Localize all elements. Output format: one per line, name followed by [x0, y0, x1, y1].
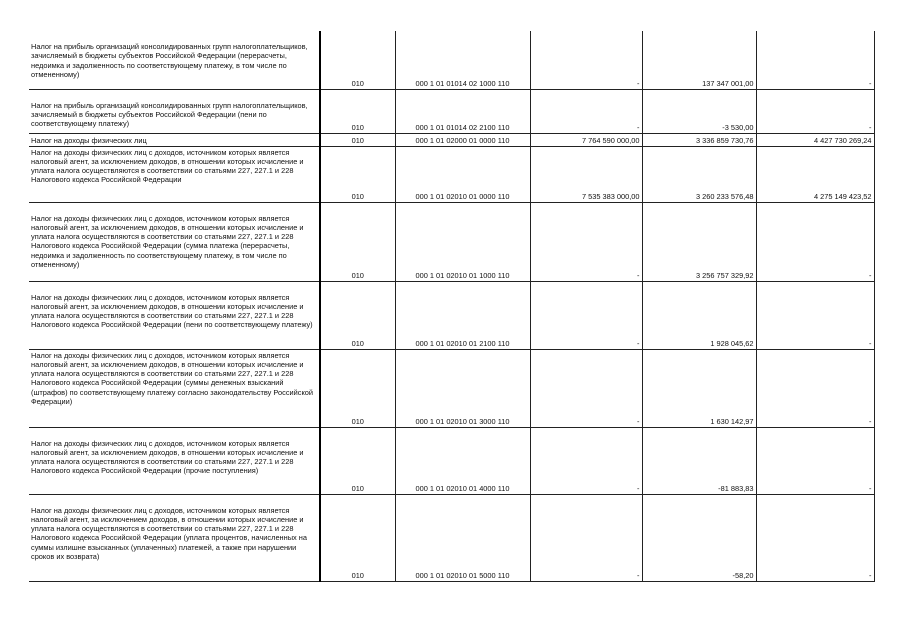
row-fact: 1 630 142,97 — [642, 349, 756, 427]
table-row — [29, 494, 874, 581]
table-row — [29, 202, 874, 281]
row-name: Налог на доходы физических лиц с доходов, источником которых является налоговый агент, за исключением доходов, в отношении которых исчисление и уплата налога осуществляются в соответствии со статьями 227, 227.1 и 228 Налогового кодекса Российской Федерации — [29, 146, 320, 202]
row-code: 010 — [320, 427, 395, 494]
row-kbk: 000 1 01 02010 01 2100 110 — [395, 281, 530, 349]
row-rest: - — [756, 427, 874, 494]
row-rest: - — [756, 202, 874, 281]
row-rest: 4 275 149 423,52 — [756, 146, 874, 202]
row-name: Налог на прибыль организаций консолидированных групп налогоплательщиков, зачисляемый в бюджеты субъектов Российской Федерации (пени по соответствующему платежу) — [29, 89, 320, 133]
row-name: Налог на прибыль организаций консолидированных групп налогоплательщиков, зачисляемый в бюджеты субъектов Российской Федерации (перерасчеты, недоимка и задолженность по соответствующему платежу, в том числе по отмененному) — [29, 31, 320, 89]
row-fact: -3 530,00 — [642, 89, 756, 133]
row-rest: - — [756, 349, 874, 427]
table-row — [29, 427, 874, 494]
row-kbk: 000 1 01 02010 01 1000 110 — [395, 202, 530, 281]
row-plan: 7 764 590 000,00 — [530, 133, 642, 146]
row-rest: 4 427 730 269,24 — [756, 133, 874, 146]
row-fact: -81 883,83 — [642, 427, 756, 494]
table-row — [29, 146, 874, 202]
row-name: Налог на доходы физических лиц с доходов, источником которых является налоговый агент, за исключением доходов, в отношении которых исчисление и уплата налога осуществляются в соответствии со статьями 227, 227.1 и 228 Налогового кодекса Российской Федерации (прочие поступления) — [29, 427, 320, 494]
budget-report-sheet — [29, 31, 874, 582]
row-fact: -58,20 — [642, 494, 756, 581]
row-plan: - — [530, 494, 642, 581]
row-fact: 3 256 757 329,92 — [642, 202, 756, 281]
row-plan: - — [530, 349, 642, 427]
row-plan: - — [530, 202, 642, 281]
row-fact: 1 928 045,62 — [642, 281, 756, 349]
row-rest: - — [756, 31, 874, 89]
row-code: 010 — [320, 31, 395, 89]
row-fact: 137 347 001,00 — [642, 31, 756, 89]
row-code: 010 — [320, 146, 395, 202]
row-kbk: 000 1 01 02010 01 3000 110 — [395, 349, 530, 427]
row-code: 010 — [320, 349, 395, 427]
row-kbk: 000 1 01 02010 01 0000 110 — [395, 146, 530, 202]
revenue-table — [29, 31, 875, 582]
row-rest: - — [756, 494, 874, 581]
row-kbk: 000 1 01 02010 01 5000 110 — [395, 494, 530, 581]
row-plan: - — [530, 281, 642, 349]
row-code: 010 — [320, 494, 395, 581]
row-name: Налог на доходы физических лиц с доходов, источником которых является налоговый агент, за исключением доходов, в отношении которых исчисление и уплата налога осуществляются в соответствии со статьями 227, 227.1 и 228 Налогового кодекса Российской Федерации (сумма платежа (перерасчеты, недоимка и задолженность по соответствующему платежу, в том числе по отмененному) — [29, 202, 320, 281]
row-plan: - — [530, 427, 642, 494]
row-plan: 7 535 383 000,00 — [530, 146, 642, 202]
table-row — [29, 281, 874, 349]
row-name: Налог на доходы физических лиц с доходов, источником которых является налоговый агент, за исключением доходов, в отношении которых исчисление и уплата налога осуществляются в соответствии со статьями 227, 227.1 и 228 Налогового кодекса Российской Федерации (пени по соответствующему платежу) — [29, 281, 320, 349]
row-fact: 3 260 233 576,48 — [642, 146, 756, 202]
row-kbk: 000 1 01 01014 02 2100 110 — [395, 89, 530, 133]
row-kbk: 000 1 01 02010 01 4000 110 — [395, 427, 530, 494]
row-plan: - — [530, 89, 642, 133]
row-plan: - — [530, 31, 642, 89]
row-name: Налог на доходы физических лиц — [29, 133, 320, 146]
row-rest: - — [756, 281, 874, 349]
row-rest: - — [756, 89, 874, 133]
row-kbk: 000 1 01 01014 02 1000 110 — [395, 31, 530, 89]
row-code: 010 — [320, 133, 395, 146]
table-row — [29, 89, 874, 133]
row-name: Налог на доходы физических лиц с доходов, источником которых является налоговый агент, за исключением доходов, в отношении которых исчисление и уплата налога осуществляются в соответствии со статьями 227, 227.1 и 228 Налогового кодекса Российской Федерации (уплата процентов, начисленных на суммы излишне взысканных (уплаченных) платежей, а также при нарушении сроков их возврата) — [29, 494, 320, 581]
table-row — [29, 349, 874, 427]
row-name: Налог на доходы физических лиц с доходов, источником которых является налоговый агент, за исключением доходов, в отношении которых исчисление и уплата налога осуществляются в соответствии со статьями 227, 227.1 и 228 Налогового кодекса Российской Федерации (суммы денежных взысканий (штрафов) по соответствующему платежу согласно законодательству Российской Федерации) — [29, 349, 320, 427]
row-fact: 3 336 859 730,76 — [642, 133, 756, 146]
row-code: 010 — [320, 281, 395, 349]
table-row — [29, 133, 874, 146]
table-row — [29, 31, 874, 89]
row-kbk: 000 1 01 02000 01 0000 110 — [395, 133, 530, 146]
row-code: 010 — [320, 202, 395, 281]
row-code: 010 — [320, 89, 395, 133]
